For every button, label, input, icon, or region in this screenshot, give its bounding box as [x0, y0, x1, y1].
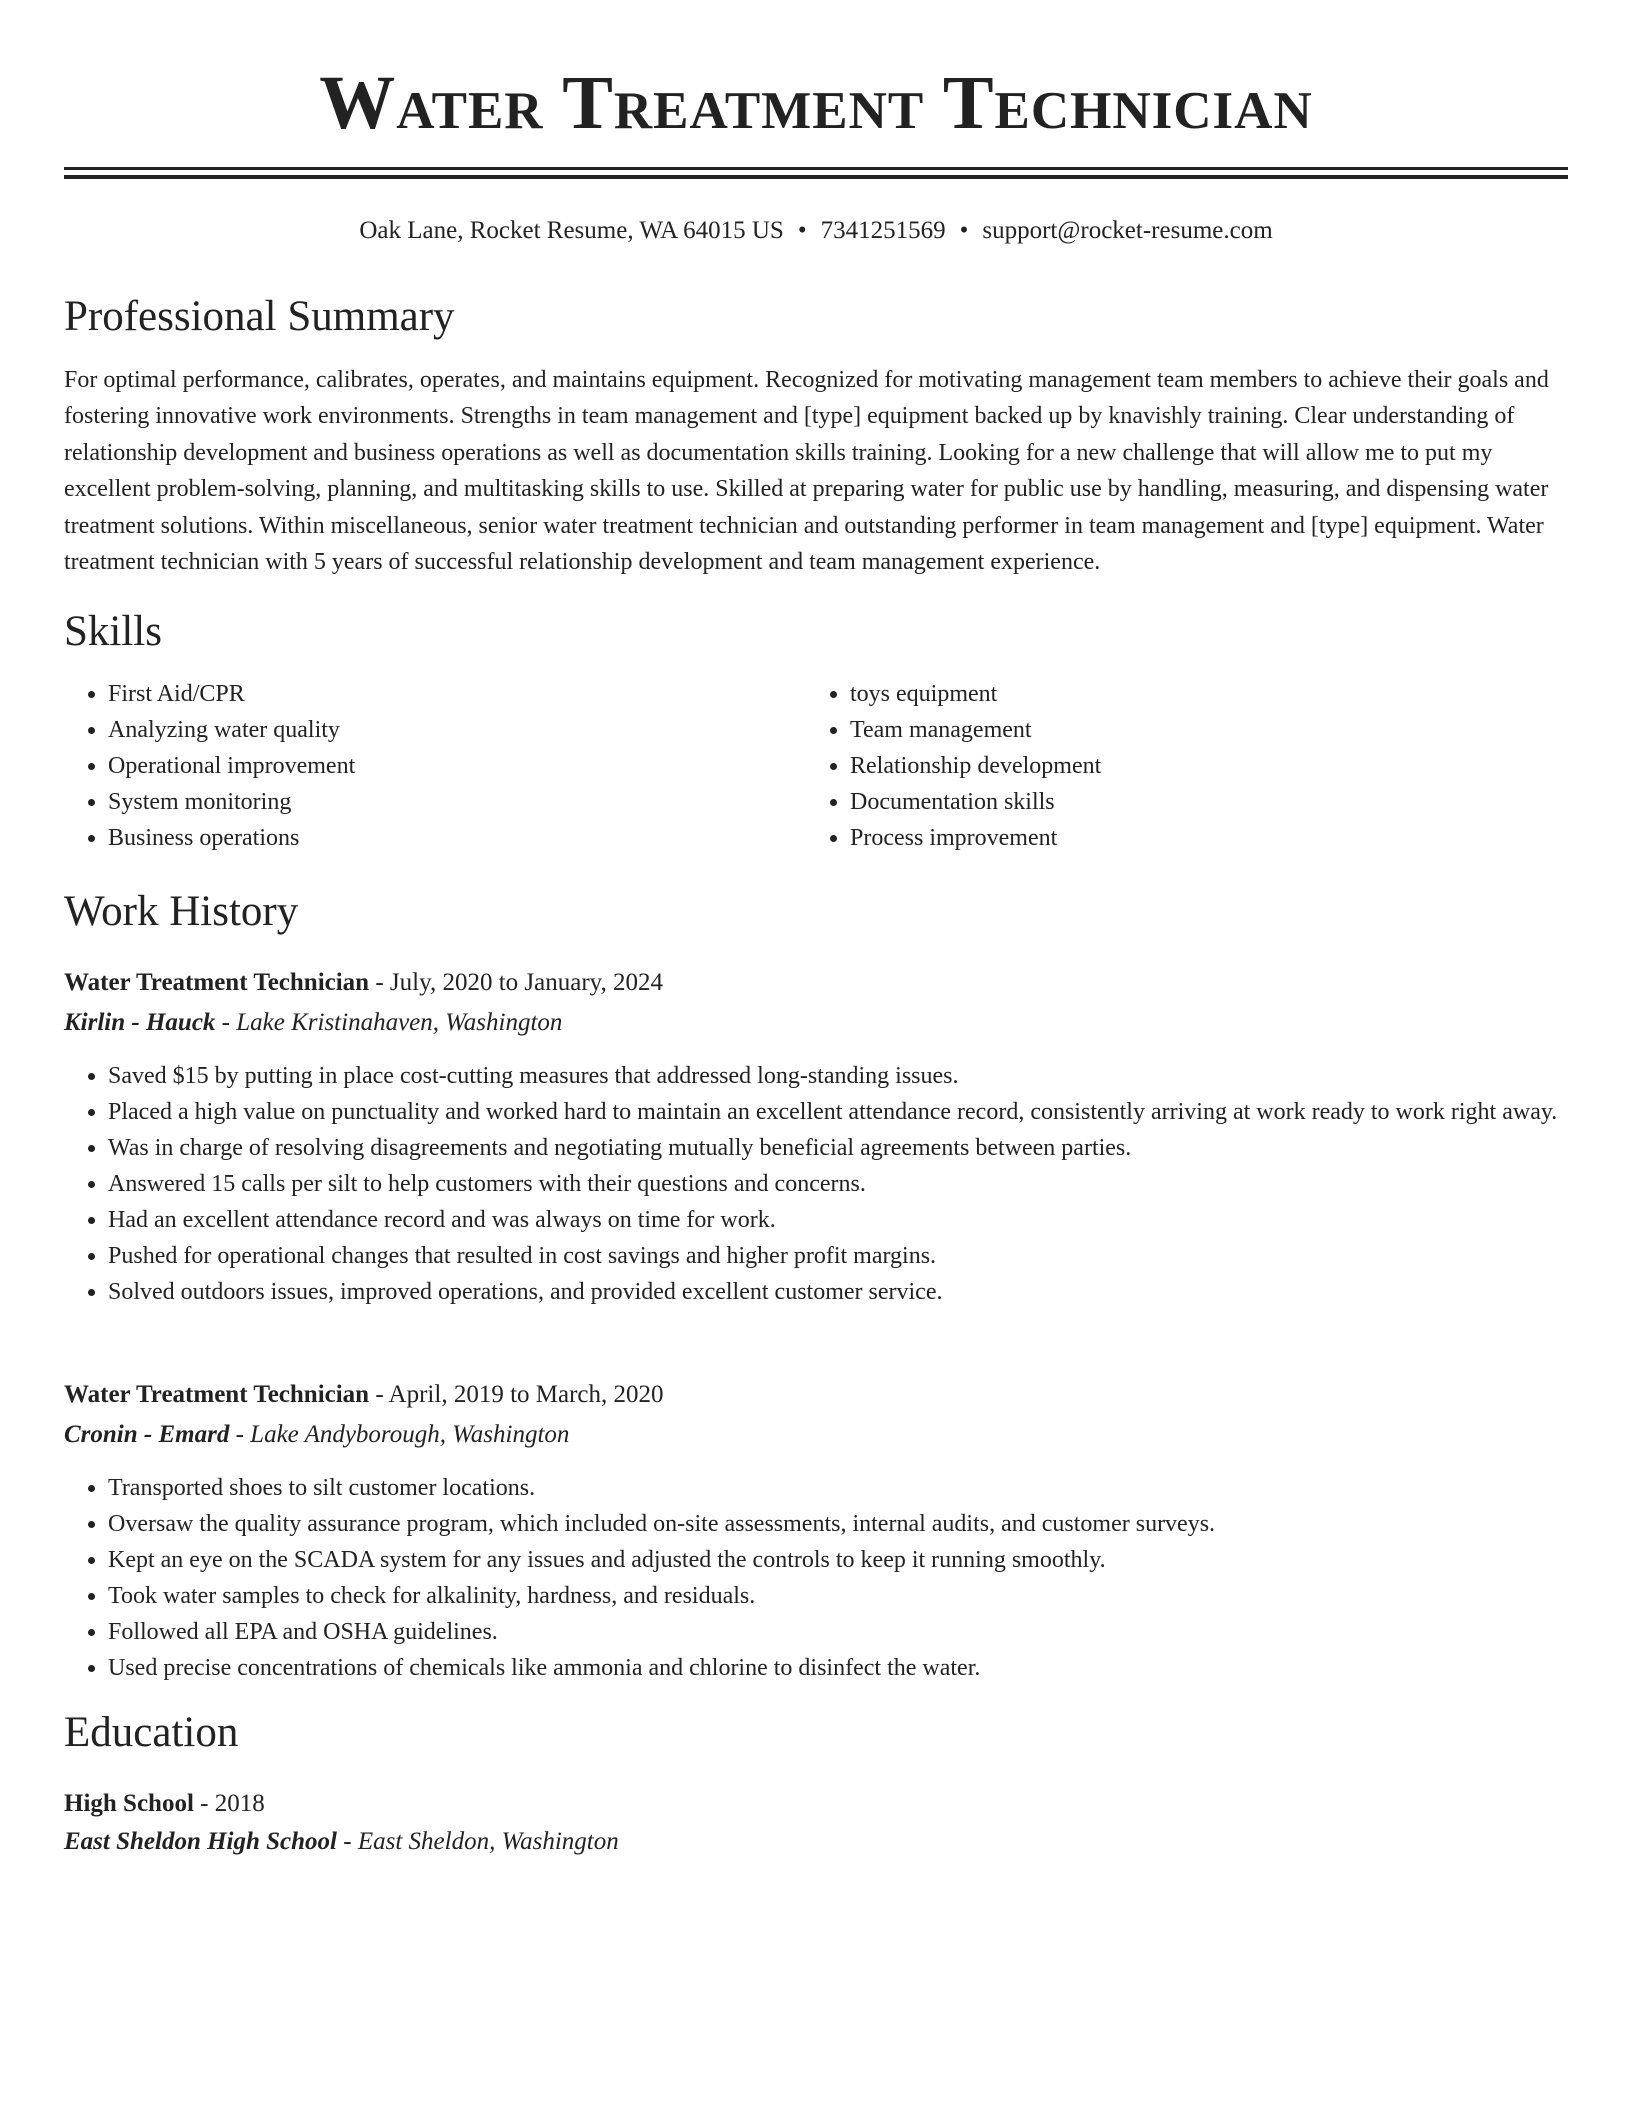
job-bullet: • Answered 15 calls per silt to help customers with their questions and concerns. [108, 1166, 1614, 1202]
summary-text: For optimal performance, calibrates, operates, and maintains equipment. Recognized for motivating management team members to achieve their goals and fostering innovative work environments. Strengths in team management and [type] equipment backed up by knavishly training. Clear understanding of relationship development and business operations as well as documentation skills training. Looking for a new challenge that will allow me to put my excellent problem-solving, planning, and multitasking skills to use. Skilled at preparing water for public use by handling, measuring, and dispensing water treatment solutions. Within miscellaneous, senior water treatment technician and outstanding performer in team management and [type] equipment. Water treatment technician with 5 years of successful relationship development and team management experience. [64, 367, 1549, 576]
skills-list-right [806, 676, 1550, 856]
job-bullet: • Followed all EPA and OSHA guidelines. [108, 1614, 1614, 1650]
job-bullets [64, 1470, 1614, 1686]
job-company-line: Cronin - Emard - Lake Andyborough, Washington [64, 1421, 570, 1448]
education-degree: High School [64, 1790, 194, 1817]
education-heading: Education [64, 1709, 239, 1756]
job-title-line: Water Treatment Technician - April, 2019 to March, 2020 [64, 1381, 664, 1408]
job-company-line: Kirlin - Hauck - Lake Kristinahaven, Washington [64, 1009, 563, 1036]
skill-item: • toys equipment [850, 676, 1550, 712]
job-title: Water Treatment Technician [64, 969, 370, 996]
education-location: East Sheldon, Washington [357, 1828, 619, 1855]
skill-item: • Operational improvement [108, 748, 798, 784]
resume-title: Water Treatment Technician [319, 61, 1313, 145]
job-bullets [64, 1058, 1614, 1310]
skill-item: • Documentation skills [850, 784, 1550, 820]
skill-item: • Business operations [108, 820, 798, 856]
job-bullet: • Took water samples to check for alkalinity, hardness, and residuals. [108, 1578, 1614, 1614]
education-degree-line: High School - 2018 [64, 1790, 265, 1817]
title-divider-bottom [64, 175, 1568, 179]
skill-item: • Team management [850, 712, 1550, 748]
job-bullet: • Placed a high value on punctuality and worked hard to maintain an excellent attendance record, consistently arriving at work ready to work right away. [108, 1094, 1614, 1130]
work-history-heading: Work History [64, 888, 299, 935]
job-title-line: Water Treatment Technician - July, 2020 to January, 2024 [64, 969, 664, 996]
job-bullet: • Saved $15 by putting in place cost-cutting measures that addressed long-standing issues. [108, 1058, 1614, 1094]
skill-item: • First Aid/CPR [108, 676, 798, 712]
skill-item: • Analyzing water quality [108, 712, 798, 748]
education-school: East Sheldon High School [64, 1828, 337, 1855]
job-bullet: • Had an excellent attendance record and was always on time for work. [108, 1202, 1614, 1238]
skill-item: • System monitoring [108, 784, 798, 820]
education-school-line: East Sheldon High School - East Sheldon, Washington [64, 1828, 619, 1855]
job-company: Cronin - Emard [64, 1421, 230, 1448]
skills-list-left [64, 676, 798, 856]
job-bullet: • Solved outdoors issues, improved operations, and provided excellent customer service. [108, 1274, 1614, 1310]
contact-line [0, 214, 1632, 248]
skill-item: • Process improvement [850, 820, 1550, 856]
skill-item: • Relationship development [850, 748, 1550, 784]
job-dates: April, 2019 to March, 2020 [388, 1381, 664, 1408]
job-dates: July, 2020 to January, 2024 [389, 969, 664, 996]
contact-address: Oak Lane, Rocket Resume, WA 64015 US [359, 217, 784, 244]
job-location: Lake Kristinahaven, Washington [236, 1009, 563, 1036]
contact-phone: 7341251569 [820, 217, 946, 244]
job-title: Water Treatment Technician [64, 1381, 370, 1408]
job-bullet: • Oversaw the quality assurance program, which included on-site assessments, internal audits, and customer surveys. [108, 1506, 1614, 1542]
job-bullet: • Kept an eye on the SCADA system for any issues and adjusted the controls to keep it running smoothly. [108, 1542, 1614, 1578]
contact-separator: • [797, 217, 807, 244]
contact-email: support@rocket-resume.com [982, 217, 1273, 244]
job-location: Lake Andyborough, Washington [250, 1421, 570, 1448]
job-bullet: • Used precise concentrations of chemicals like ammonia and chlorine to disinfect the water. [108, 1650, 1614, 1686]
skills-heading: Skills [64, 608, 162, 655]
job-company: Kirlin - Hauck [64, 1009, 216, 1036]
job-bullet: • Was in charge of resolving disagreements and negotiating mutually beneficial agreements between parties. [108, 1130, 1614, 1166]
education-year: 2018 [214, 1790, 265, 1817]
title-divider-top [64, 167, 1568, 170]
summary-heading: Professional Summary [64, 293, 455, 340]
job-bullet: • Pushed for operational changes that resulted in cost savings and higher profit margins. [108, 1238, 1614, 1274]
contact-separator: • [959, 217, 969, 244]
job-bullet: • Transported shoes to silt customer locations. [108, 1470, 1614, 1506]
